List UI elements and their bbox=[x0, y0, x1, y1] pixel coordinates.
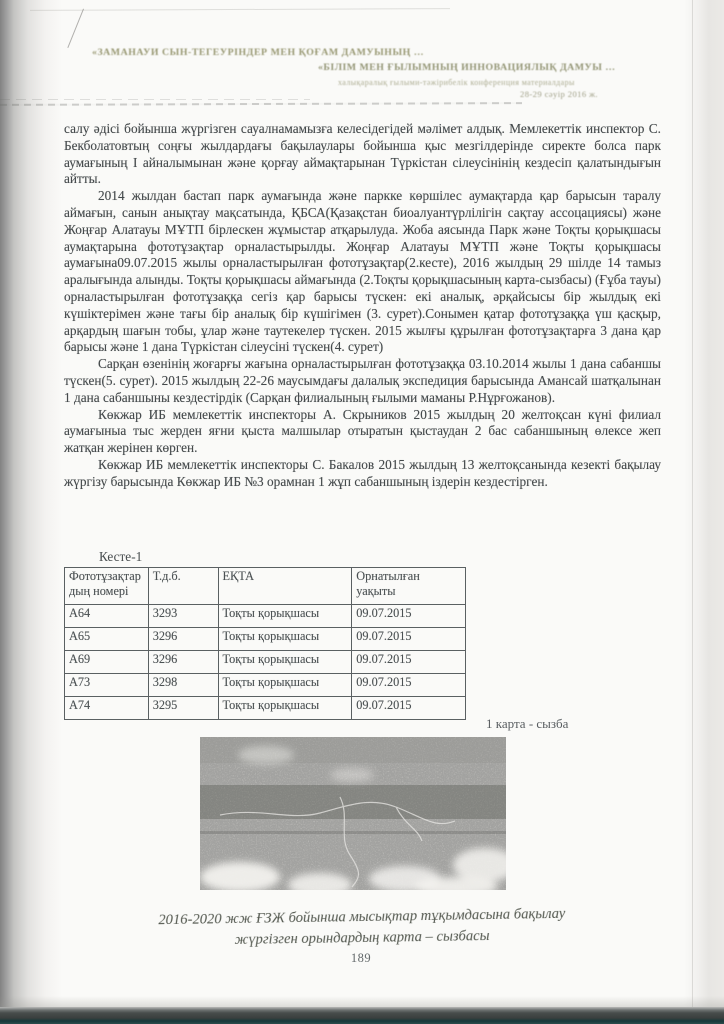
paragraph: салу әдісі бойынша жүргізген сауалнамамызға келесідегідей мәлімет алдық. Мемлекеттік инспектор С. Бекболатовтың соңғы жылдардағы бақылаулары бойынша қыс мезгілдерінде сиректе болса парк аумағының І айналымынан және қорғау аймақтарынан Түркістан сілеусінінің кездесіп қалатындығын айтты. bbox=[64, 121, 661, 187]
table-cell: 09.07.2015 bbox=[352, 628, 466, 651]
table-cell: А74 bbox=[65, 697, 149, 720]
paragraph: Көкжар ИБ мемлекеттік инспекторы А. Скрыников 2015 жылдың 20 желтоқсан күні филиал аумағыныа тыс жерден яғни қыста малшылар отыратын қыстаудан 2 бас сабаншының өлексе жеп жатқан жерінен көрген. bbox=[64, 406, 661, 456]
table-row bbox=[65, 605, 466, 628]
table-header-row bbox=[65, 568, 466, 605]
map-label: 1 карта - сызба bbox=[486, 716, 569, 731]
table-cell: 3295 bbox=[148, 697, 218, 720]
table-cell: А69 bbox=[65, 651, 149, 674]
table-cell: А73 bbox=[65, 674, 149, 697]
table-cell: Тоқты қорықшасы bbox=[218, 674, 352, 697]
ghost-header-line3: халықаралық ғылыми-тәжірибелік конференция материалдары bbox=[338, 78, 575, 87]
table-cell: 3293 bbox=[148, 605, 218, 628]
figure-caption bbox=[112, 903, 613, 953]
table-cell: А64 bbox=[65, 605, 149, 628]
map-noise-graphic bbox=[200, 737, 506, 890]
table-cell: Тоқты қорықшасы bbox=[218, 605, 352, 628]
table-cell: 3298 bbox=[148, 674, 218, 697]
table-row bbox=[65, 674, 466, 697]
table-section bbox=[64, 549, 661, 720]
table-cell: 09.07.2015 bbox=[352, 605, 466, 628]
table-cell: 09.07.2015 bbox=[352, 674, 466, 697]
scan-scratch bbox=[30, 8, 450, 11]
table-cell: 09.07.2015 bbox=[352, 697, 466, 720]
col-header-installed-date: Орнатылған уақыты bbox=[352, 568, 466, 605]
phototrap-table bbox=[64, 567, 466, 720]
table-cell: Тоқты қорықшасы bbox=[218, 628, 352, 651]
table-label: Кесте-1 bbox=[99, 549, 143, 564]
scan-smudge-line bbox=[0, 102, 522, 106]
scan-smudge-line-2 bbox=[0, 99, 310, 100]
body-text-column bbox=[64, 121, 661, 491]
map-scheme-image bbox=[200, 737, 506, 890]
scan-bottom-bar bbox=[0, 1007, 724, 1024]
caption-line-1: 2016-2020 жж ҒЗЖ бойынша мысықтар тұқымдасына бақылау bbox=[158, 905, 566, 929]
col-header-ekta: ЕҚТА bbox=[218, 568, 352, 605]
table-row bbox=[65, 651, 466, 674]
page-number: 189 bbox=[350, 951, 372, 965]
table-cell: Тоқты қорықшасы bbox=[218, 697, 352, 720]
ghost-header-line1: «ЗАМАНАУИ СЫН-ТЕГЕУРІНДЕР МЕН ҚОҒАМ ДАМУЫНЫҢ … bbox=[92, 47, 425, 58]
ghost-header-line4: 28-29 сәуір 2016 ж. bbox=[520, 89, 598, 99]
table-cell: 09.07.2015 bbox=[352, 651, 466, 674]
caption-line-2: жүргізген орындардың карта – сызбасы bbox=[234, 927, 490, 948]
bottom-shadow bbox=[0, 996, 724, 1007]
table-row bbox=[65, 628, 466, 651]
col-header-trap-number: Фототұзақтардың номері bbox=[65, 568, 149, 605]
table-cell: 3296 bbox=[148, 628, 218, 651]
ghost-header-line2: «БІЛІМ МЕН ҒЫЛЫМНЫҢ ИННОВАЦИЯЛЫҚ ДАМУЫ … bbox=[318, 62, 616, 73]
table-cell: Тоқты қорықшасы bbox=[218, 651, 352, 674]
paragraph: Көкжар ИБ мемлекеттік инспекторы С. Бакалов 2015 жылдың 13 желтоқсанында кезекті бақылау жүргізу барысында Көкжар ИБ №3 орамнан 1 жұп сабаншының іздерін кездестірген. bbox=[64, 456, 661, 489]
col-header-tdb: Т.д.б. bbox=[148, 568, 218, 605]
page-edge-line bbox=[692, 0, 693, 1007]
table-cell: 3296 bbox=[148, 651, 218, 674]
table-cell: А65 bbox=[65, 628, 149, 651]
book-binding-shadow bbox=[0, 0, 62, 1007]
table-row bbox=[65, 697, 466, 720]
page-stack-edge bbox=[684, 0, 724, 1007]
paragraph: Сарқан өзенінің жоғарғы жағына орналастырылған фототұзаққа 03.10.2014 жылы 1 дана сабаншы түскен(5. сурет). 2015 жылдың 22-26 маусымдағы далалық экспедиция барысында Амансай шатқалынан 1 дана сабаншыны кездестірдік (Сарқан филиалының ғылыми маманы Р.Нұрғожанов). bbox=[64, 356, 661, 405]
page-corner-crease bbox=[67, 9, 84, 48]
paragraph: 2014 жылдан бастап парк аумағында және паркке көршілес аумақтарда қар барысын таралу аймағын, санын анықтау мақсатында, ҚБСА(Қазақстан биоалуантүрлілігін сақтау ассоцациясы) және Жоңғар Алатауы МҰТП бірлескен жұмыстар атқарылуда. Жоба аясында Парк және Тоқты қорықшасы аумақтарына фототұзақтар орналастырылды. Жоңғар Алатауы МҰТП және Тоқты қорықшасы аумағына09.07.2015 жылы орналастырылған фототұзақтар(2.кесте), 2016 жылдың 29 шілде 14 тамыз аралығында алынды. Тоқты қорықшасы аймағында (2.Тоқты қорықшасының карта-сызбасы) (Ғұба тауы) орналастырылған фототұзаққа сегіз қар барысы түскен: екі аналық, әрқайсысы бір жылдық екі күшіктерімен және тағы бір аналық бір күшігімен (3. сурет).Сонымен қатар фототұзаққа үш қасқыр, арқардың шағын тобы, ұлар және таутекелер түскен. 2015 жылғы құрылған фототұзақтарға 3 дана қар барысы және 1 дана Түркістан сілеусіні түскен(4. сурет) bbox=[64, 188, 661, 355]
